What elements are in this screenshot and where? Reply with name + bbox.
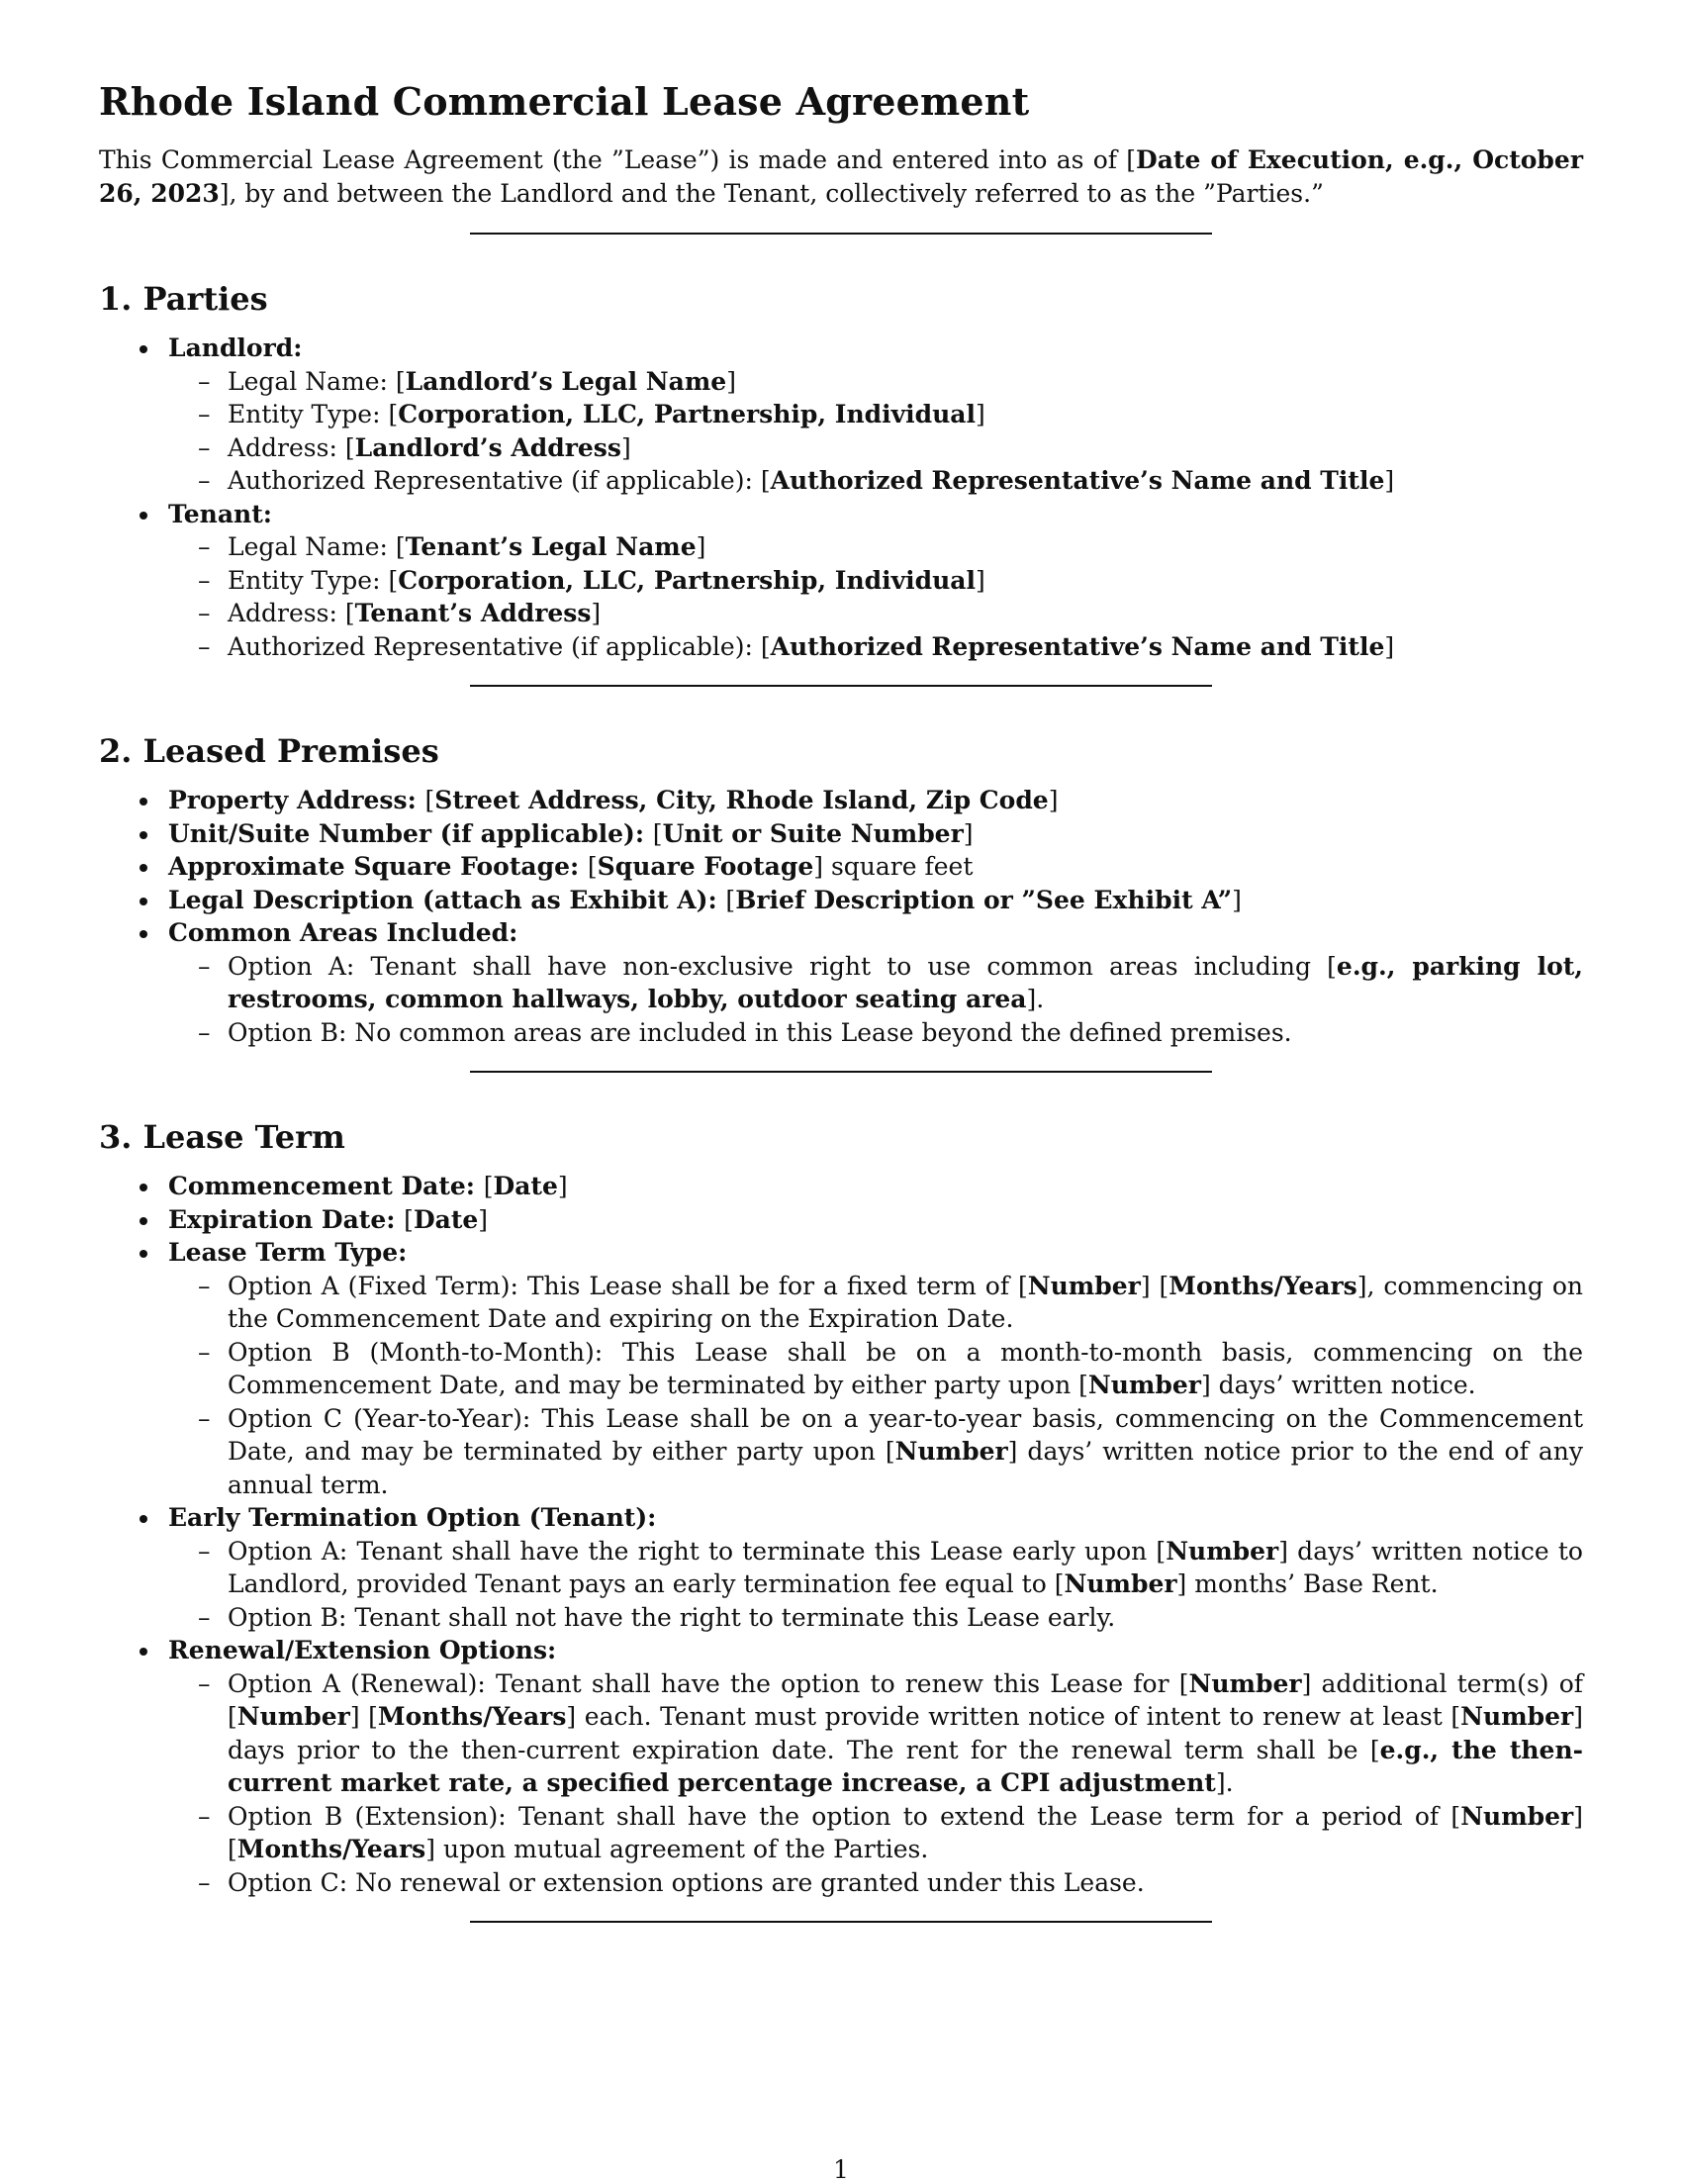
tenant-label: Tenant: xyxy=(168,499,272,528)
option-text: days prior to the then-current expiration date. The rent for the renewal term shall be xyxy=(228,1735,1370,1764)
field-placeholder: Number xyxy=(1188,1668,1302,1698)
square-footage-item: Approximate Square Footage: [Square Footage] square feet xyxy=(99,850,1583,884)
property-address-item: Property Address: [Street Address, City, Rhode Island, Zip Code] xyxy=(99,784,1583,817)
field-placeholder: Date xyxy=(493,1172,558,1200)
section-divider xyxy=(470,1921,1212,1923)
renewal-options xyxy=(168,1667,1583,1900)
option-text: Option A: Tenant shall have the right to terminate this Lease early upon xyxy=(228,1536,1157,1566)
field-label: Expiration Date: xyxy=(168,1204,405,1234)
section-divider xyxy=(470,233,1212,235)
field-placeholder: Authorized Representative’s Name and Title xyxy=(770,631,1385,661)
field-placeholder: e.g., parking lot, restrooms, common hallways, lobby, outdoor seating area xyxy=(228,951,1583,1013)
renewal-options-label: Renewal/Extension Options: xyxy=(168,1636,557,1664)
field-placeholder: Authorized Representative’s Name and Title xyxy=(770,466,1385,495)
field-placeholder: Number xyxy=(1064,1569,1177,1598)
early-termination-option-b: – Option B: Tenant shall not have the right to terminate this Lease early. xyxy=(168,1601,1583,1635)
term-option-year-to-year: – Option C (Year-to-Year): This Lease shall be on a year-to-year basis, commencing on the Commencement Date, and may be terminated by either party upon [Number] days’ written notice prior to the end of any annual term. xyxy=(168,1402,1583,1502)
document-title: Rhode Island Commercial Lease Agreement xyxy=(99,79,1030,124)
landlord-label: Landlord: xyxy=(168,333,303,362)
unit-number-item: Unit/Suite Number (if applicable): [Unit or Suite Number] xyxy=(99,817,1583,851)
lease-term-type-label: Lease Term Type: xyxy=(168,1238,408,1267)
renewal-option-a: – Option A (Renewal): Tenant shall have the option to renew this Lease for [Number] additional term(s) of [Number] [Months/Years] each. Tenant must provide written notice of intent to renew at least [Number] days prior to the then-current expiration date. The rent for the renewal term shall be [e.g., the then-current market rate, a specified percentage increase, a CPI adjustment]. xyxy=(168,1667,1583,1800)
commencement-date-item: Commencement Date: [Date] xyxy=(99,1170,1583,1203)
tenant-legal-name: – Legal Name: [Tenant’s Legal Name] xyxy=(168,530,1583,564)
field-placeholder: Landlord’s Address xyxy=(354,432,621,462)
field-label: Approximate Square Footage: xyxy=(168,852,588,881)
parties-list xyxy=(99,332,1583,663)
option-text: Option B (Extension): Tenant shall have the option to extend the Lease term for a period of xyxy=(228,1801,1451,1831)
option-text: Option A (Renewal): Tenant shall have the option to renew this Lease for xyxy=(228,1668,1179,1698)
option-text: months’ Base Rent. xyxy=(1186,1569,1439,1598)
option-text: each. Tenant must provide written notice of intent to renew at least xyxy=(576,1702,1451,1731)
landlord-entity-type: – Entity Type: [Corporation, LLC, Partnership, Individual] xyxy=(168,398,1583,431)
tenant-item xyxy=(99,498,1583,664)
field-placeholder: Number xyxy=(1460,1801,1574,1831)
field-label: Authorized Representative (if applicable): xyxy=(228,466,761,495)
field-placeholder: Number xyxy=(1166,1536,1279,1566)
tenant-details xyxy=(168,530,1583,663)
option-text: days’ written notice to Landlord, provided Tenant pays an early termination fee equal to xyxy=(228,1536,1583,1598)
option-text: days’ written notice. xyxy=(1210,1371,1476,1399)
tenant-representative: – Authorized Representative (if applicable): [Authorized Representative’s Name and Title] xyxy=(168,630,1583,664)
option-text: additional term(s) of xyxy=(1311,1668,1584,1698)
option-text: Option A (Fixed Term): This Lease shall be for a fixed term of xyxy=(228,1271,1019,1300)
field-placeholder: Months/Years xyxy=(377,1702,567,1731)
lease-term-type-options xyxy=(168,1270,1583,1502)
field-placeholder: Tenant’s Address xyxy=(354,599,592,627)
field-label: Legal Description (attach as Exhibit A): xyxy=(168,885,726,914)
landlord-legal-name: – Legal Name: [Landlord’s Legal Name] xyxy=(168,365,1583,399)
option-text: . xyxy=(1225,1768,1234,1797)
field-placeholder: Unit or Suite Number xyxy=(662,818,964,848)
field-placeholder: Number xyxy=(1460,1702,1574,1731)
section-divider xyxy=(470,1071,1212,1073)
landlord-address: – Address: [Landlord’s Address] xyxy=(168,431,1583,465)
option-text: upon mutual agreement of the Parties. xyxy=(435,1835,929,1863)
field-placeholder: Number xyxy=(1027,1271,1141,1300)
field-suffix: square feet xyxy=(823,852,974,881)
section-heading-lease-term: 3. Lease Term xyxy=(99,1118,345,1156)
field-label: Address: xyxy=(228,599,345,627)
intro-date-placeholder: Date of Execution, e.g., October 26, 2023 xyxy=(99,145,1583,208)
legal-description-item: Legal Description (attach as Exhibit A): [Brief Description or ”See Exhibit A”] xyxy=(99,884,1583,917)
field-placeholder: Tenant’s Legal Name xyxy=(405,532,697,561)
common-areas-label: Common Areas Included: xyxy=(168,918,518,947)
field-placeholder: Corporation, LLC, Partnership, Individual xyxy=(398,565,977,595)
early-termination-item xyxy=(99,1501,1583,1634)
document-content xyxy=(99,79,1583,1923)
lease-term-list xyxy=(99,1170,1583,1899)
field-placeholder: Corporation, LLC, Partnership, Individual xyxy=(398,400,977,428)
common-areas-item xyxy=(99,916,1583,1049)
early-termination-label: Early Termination Option (Tenant): xyxy=(168,1503,657,1532)
field-label: Unit/Suite Number (if applicable): xyxy=(168,818,653,848)
option-text: , commencing on the Commencement Date and expiring on the Expiration Date. xyxy=(228,1271,1583,1333)
landlord-details xyxy=(168,365,1583,498)
intro-text-1: This Commercial Lease Agreement (the ”Lease”) is made and entered into as of [ xyxy=(99,145,1137,174)
intro-text-2: ], by and between the Landlord and the Tenant, collectively referred to as the ”Parties.” xyxy=(219,179,1324,208)
field-label: Commencement Date: xyxy=(168,1172,484,1200)
option-text: Option A: Tenant shall have non-exclusive right to use common areas including xyxy=(228,951,1328,981)
landlord-item xyxy=(99,332,1583,498)
section-heading-parties: 1. Parties xyxy=(99,280,268,318)
common-areas-option-b: – Option B: No common areas are included in this Lease beyond the defined premises. xyxy=(168,1016,1583,1050)
field-placeholder: Landlord’s Legal Name xyxy=(405,366,727,396)
option-text: Option B (Month-to-Month): This Lease shall be on a month-to-month basis, commencing on the Commencement Date, and may be terminated by either party upon xyxy=(228,1337,1583,1399)
field-placeholder: Months/Years xyxy=(1168,1271,1357,1300)
field-placeholder: Square Footage xyxy=(597,852,814,881)
field-label: Authorized Representative (if applicable): xyxy=(228,631,761,661)
section-heading-premises: 2. Leased Premises xyxy=(99,732,439,770)
common-areas-options xyxy=(168,950,1583,1050)
field-placeholder: e.g., the then-current market rate, a specified percentage increase, a CPI adjustment xyxy=(228,1735,1584,1797)
field-placeholder: Street Address, City, Rhode Island, Zip Code xyxy=(434,786,1049,814)
field-placeholder: Number xyxy=(236,1702,350,1731)
field-label: Address: xyxy=(228,432,345,462)
field-label: Property Address: xyxy=(168,786,425,814)
field-label: Entity Type: xyxy=(228,400,389,428)
page-number: 1 xyxy=(833,2155,849,2184)
field-placeholder: Number xyxy=(1087,1371,1201,1399)
tenant-entity-type: – Entity Type: [Corporation, LLC, Partnership, Individual] xyxy=(168,564,1583,598)
lease-term-type-item xyxy=(99,1236,1583,1501)
expiration-date-item: Expiration Date: [Date] xyxy=(99,1203,1583,1237)
common-areas-option-a: – Option A: Tenant shall have non-exclusive right to use common areas including [e.g., parking lot, restrooms, common hallways, lobby, outdoor seating area]. xyxy=(168,950,1583,1016)
field-label: Legal Name: xyxy=(228,532,396,561)
renewal-option-c: – Option C: No renewal or extension options are granted under this Lease. xyxy=(168,1866,1583,1900)
field-label: Legal Name: xyxy=(228,366,396,396)
option-text: Option C (Year-to-Year): This Lease shall be on a year-to-year basis, commencing on the Commencement Date, and may be terminated by either party upon xyxy=(228,1403,1583,1466)
option-text: days’ written notice prior to the end of any annual term. xyxy=(228,1437,1583,1499)
renewal-option-b: – Option B (Extension): Tenant shall have the option to extend the Lease term for a period of [Number] [Months/Years] upon mutual agreement of the Parties. xyxy=(168,1800,1583,1866)
field-placeholder: Months/Years xyxy=(236,1835,426,1863)
early-termination-option-a: – Option A: Tenant shall have the right to terminate this Lease early upon [Number] days’ written notice to Landlord, provided Tenant pays an early termination fee equal to [Number] months’ Base Rent. xyxy=(168,1535,1583,1601)
section-divider xyxy=(470,685,1212,687)
renewal-options-item xyxy=(99,1634,1583,1899)
field-placeholder: Number xyxy=(894,1437,1008,1466)
field-placeholder: Date xyxy=(413,1204,479,1234)
term-option-fixed: – Option A (Fixed Term): This Lease shall be for a fixed term of [Number] [Months/Years], commencing on the Commencement Date and expiring on the Expiration Date. xyxy=(168,1270,1583,1336)
premises-list xyxy=(99,784,1583,1049)
early-termination-options xyxy=(168,1535,1583,1635)
landlord-representative: – Authorized Representative (if applicable): [Authorized Representative’s Name and Title] xyxy=(168,464,1583,498)
tenant-address: – Address: [Tenant’s Address] xyxy=(168,597,1583,630)
intro-paragraph xyxy=(99,143,1583,211)
field-placeholder: Brief Description or ”See Exhibit A” xyxy=(735,885,1233,914)
field-label: Entity Type: xyxy=(228,565,389,595)
term-option-month-to-month: – Option B (Month-to-Month): This Lease shall be on a month-to-month basis, commencing on the Commencement Date, and may be terminated by either party upon [Number] days’ written notice. xyxy=(168,1336,1583,1402)
